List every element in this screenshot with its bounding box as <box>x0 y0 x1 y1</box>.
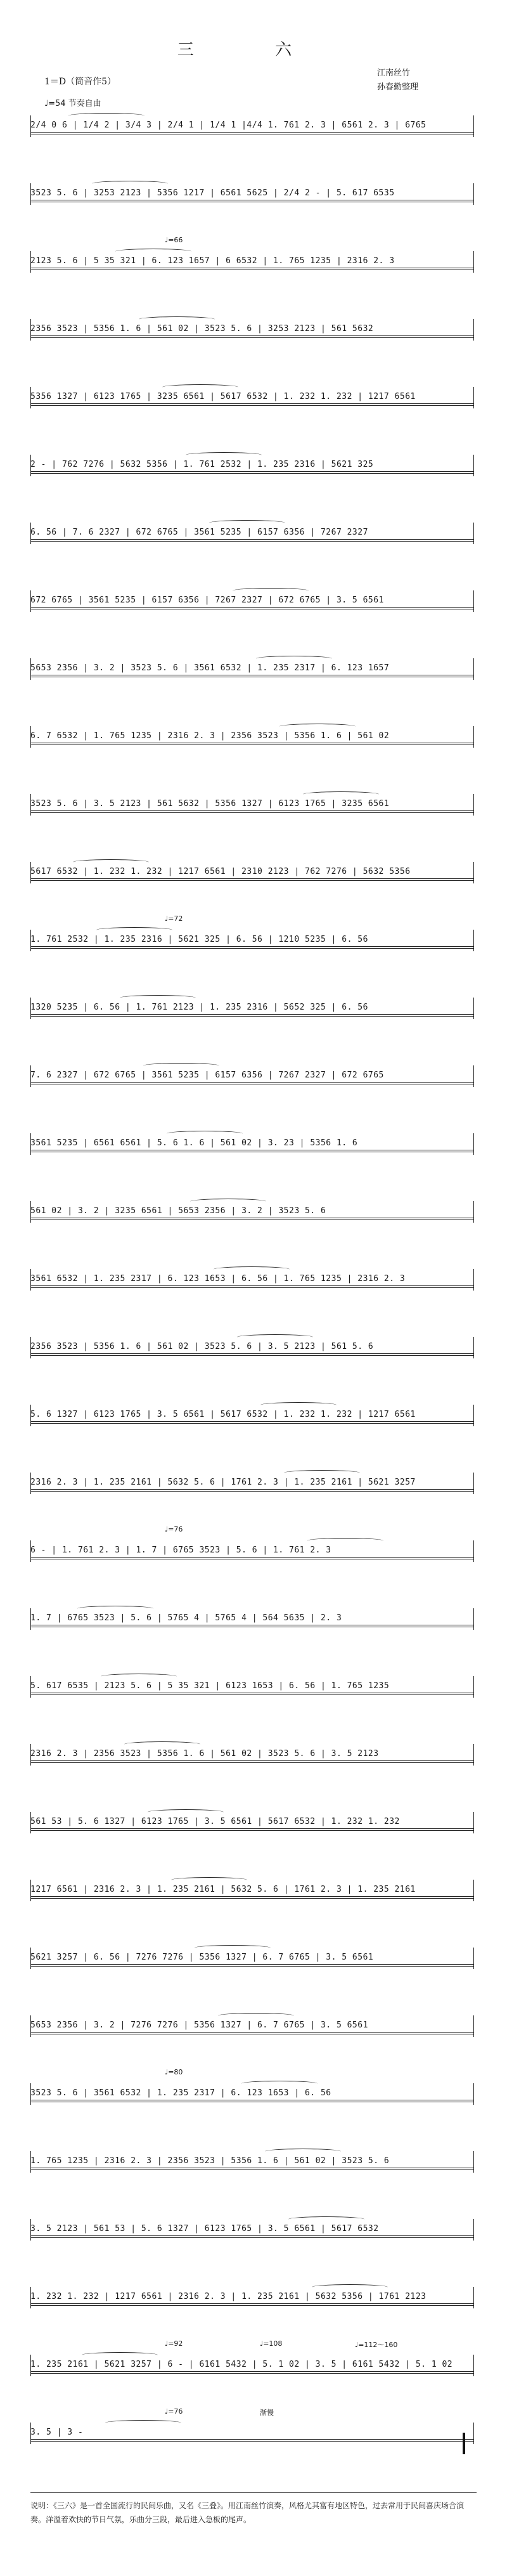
beam-line <box>30 2237 474 2238</box>
beam-line <box>30 1016 474 1017</box>
score-row <box>30 1670 474 1700</box>
beam-line <box>30 607 474 608</box>
score-row <box>30 245 474 275</box>
tempo-change-mark: ♩=76 <box>165 2407 183 2416</box>
score-row <box>30 2077 474 2107</box>
beam-line <box>30 1557 474 1558</box>
barline <box>473 1133 474 1155</box>
jianpu-notes: 6. 56 | 7. 6 2327 | 672 6765 | 3561 5235 | 6157 6356 | 7267 2327 <box>30 528 368 537</box>
barline <box>473 726 474 748</box>
tempo-change-mark: ♩=108 <box>260 2339 283 2348</box>
score-row <box>30 1805 474 1836</box>
slur <box>209 520 285 526</box>
barline <box>473 1948 474 1969</box>
slur <box>214 1266 290 1272</box>
jianpu-notes: 3523 5. 6 | 3253 2123 | 5356 1217 | 6561 5625 | 2/4 2 - | 5. 617 6535 <box>30 188 395 198</box>
slur <box>186 452 262 458</box>
score-row <box>30 448 474 479</box>
tempo-change-mark: ♩=92 <box>165 2339 183 2348</box>
beam-line <box>30 1421 474 1422</box>
jianpu-notes: 2123 5. 6 | 5 35 321 | 6. 123 1657 | 6 6532 | 1. 765 1235 | 2316 2. 3 <box>30 256 395 266</box>
slur <box>218 2013 294 2019</box>
score-row <box>30 381 474 411</box>
barline <box>473 862 474 883</box>
score-row <box>30 1398 474 1429</box>
slur <box>312 2284 388 2290</box>
score-row <box>30 2416 474 2447</box>
score-row <box>30 1738 474 1768</box>
jianpu-notes: 561 02 | 3. 2 | 3235 6561 | 5653 2356 | 3. 2 | 3523 5. 6 <box>30 1206 326 1216</box>
jianpu-notes: 672 6765 | 3561 5235 | 6157 6356 | 7267 2327 | 672 6765 | 3. 5 6561 <box>30 595 384 605</box>
barline <box>473 1269 474 1291</box>
barline <box>473 1744 474 1766</box>
jianpu-notes: 3. 5 | 3 - <box>30 2428 84 2437</box>
slur <box>256 656 332 661</box>
footnote-rule <box>30 2492 477 2493</box>
score-row <box>30 2280 474 2311</box>
slur <box>139 316 215 322</box>
beam-line <box>30 812 474 813</box>
beam-line <box>30 1423 474 1424</box>
barline <box>473 1812 474 1833</box>
jianpu-notes: 1. 765 1235 | 2316 2. 3 | 2356 3523 | 5356 1. 6 | 561 02 | 3523 5. 6 <box>30 2156 390 2166</box>
jianpu-notes: 2 - | 762 7276 | 5632 5356 | 1. 761 2532 | 1. 235 2316 | 5621 325 <box>30 460 374 469</box>
credit-genre: 江南丝竹 <box>377 68 411 78</box>
credit-arranger: 孙春勤整理 <box>377 82 419 92</box>
jianpu-notes: 2316 2. 3 | 2356 3523 | 5356 1. 6 | 561 02 | 3523 5. 6 | 3. 5 2123 <box>30 1749 379 1759</box>
barline <box>473 1337 474 1358</box>
beam-line <box>30 2441 474 2442</box>
slur <box>92 181 168 186</box>
score-row <box>30 1873 474 1904</box>
beam-line <box>30 878 474 879</box>
beam-line <box>30 948 474 949</box>
score-row <box>30 2348 474 2379</box>
jianpu-notes: 1. 7 | 6765 3523 | 5. 6 | 5765 4 | 5765 4 | 564 5635 | 2. 3 <box>30 1613 342 1623</box>
jianpu-notes: 1320 5235 | 6. 56 | 1. 761 2123 | 1. 235 2316 | 5652 325 | 6. 56 <box>30 1003 368 1012</box>
final-barline <box>463 2433 465 2454</box>
beam-line <box>30 1830 474 1831</box>
jianpu-notes: 3561 5235 | 6561 6561 | 5. 6 1. 6 | 561 02 | 3. 23 | 5356 1. 6 <box>30 1138 358 1148</box>
beam-line <box>30 473 474 474</box>
beam-line <box>30 1896 474 1897</box>
beam-line <box>30 541 474 542</box>
page-title: 三 六 <box>177 41 330 60</box>
beam-line <box>30 2439 474 2440</box>
jianpu-notes: 3561 6532 | 1. 235 2317 | 6. 123 1653 | 6. 56 | 1. 765 1235 | 2316 2. 3 <box>30 1274 406 1284</box>
beam-line <box>30 1760 474 1761</box>
score-row <box>30 177 474 207</box>
beam-line <box>30 2373 474 2374</box>
score-row <box>30 923 474 954</box>
score-row <box>30 1534 474 1564</box>
barline <box>473 930 474 951</box>
slur <box>171 1877 247 1883</box>
beam-line <box>30 1014 474 1015</box>
slur <box>195 1945 271 1951</box>
score-row <box>30 1941 474 1972</box>
score-row <box>30 991 474 1022</box>
beam-line <box>30 337 474 338</box>
footnote <box>30 2499 477 2527</box>
barline <box>473 590 474 612</box>
beam-line <box>30 1355 474 1356</box>
jianpu-notes: 5. 617 6535 | 2123 5. 6 | 5 35 321 | 6123 1653 | 6. 56 | 1. 765 1235 <box>30 1681 390 1691</box>
jianpu-notes: 1. 235 2161 | 5621 3257 | 6 - | 6161 5432 | 5. 1 02 | 3. 5 | 6161 5432 | 5. 1 02 <box>30 2360 453 2369</box>
score-row <box>30 1127 474 1157</box>
tempo-change-mark: ♩=66 <box>165 236 183 244</box>
beam-line <box>30 1082 474 1083</box>
jianpu-notes: 2/4 0 6 | 1/4 2 | 3/4 3 | 2/4 1 | 1/4 1 |4/4 1. 761 2. 3 | 6561 2. 3 | 6765 <box>30 120 427 130</box>
barline <box>473 658 474 680</box>
slur <box>303 791 379 797</box>
jianpu-notes: 5653 2356 | 3. 2 | 7276 7276 | 5356 1327 | 6. 7 6765 | 3. 5 6561 <box>30 2020 368 2030</box>
beam-line <box>30 2032 474 2033</box>
beam-line <box>30 2371 474 2372</box>
barline <box>473 2355 474 2376</box>
tempo-change-mark: ♩=112～160 <box>355 2341 398 2349</box>
score-row <box>30 652 474 682</box>
barline <box>473 183 474 205</box>
barline <box>473 2219 474 2241</box>
beam-line <box>30 132 474 133</box>
score-row <box>30 1330 474 1361</box>
beam-line <box>30 2303 474 2304</box>
beam-line <box>30 1285 474 1286</box>
jianpu-notes: 7. 6 2327 | 672 6765 | 3561 5235 | 6157 6356 | 7267 2327 | 672 6765 <box>30 1070 384 1080</box>
barline <box>473 251 474 273</box>
barline <box>473 1608 474 1630</box>
beam-line <box>30 1489 474 1490</box>
jianpu-notes: 5653 2356 | 3. 2 | 3523 5. 6 | 3561 6532 | 1. 235 2317 | 6. 123 1657 <box>30 663 390 673</box>
tempo-change-mark: ♩=80 <box>165 2068 183 2076</box>
beam-line <box>30 810 474 811</box>
slur <box>265 2149 341 2154</box>
jianpu-notes: 5617 6532 | 1. 232 1. 232 | 1217 6561 | 2310 2123 | 762 7276 | 5632 5356 <box>30 867 411 876</box>
beam-line <box>30 880 474 881</box>
jianpu-notes: 5. 6 1327 | 6123 1765 | 3. 5 6561 | 5617 6532 | 1. 232 1. 232 | 1217 6561 <box>30 1410 416 1419</box>
barline <box>473 319 474 341</box>
beam-line <box>30 946 474 947</box>
tempo-mark: ♩=54 节奏自由 <box>44 99 101 108</box>
barline <box>473 1540 474 1562</box>
jianpu-notes: 6 - | 1. 761 2. 3 | 1. 7 | 6765 3523 | 5. 6 | 1. 761 2. 3 <box>30 1545 331 1555</box>
beam-line <box>30 471 474 472</box>
beam-line <box>30 1898 474 1899</box>
slur <box>190 1199 266 1204</box>
barline <box>473 115 474 137</box>
score-row <box>30 1263 474 1293</box>
slur <box>143 1063 219 1069</box>
score-row <box>30 1195 474 1225</box>
slur <box>105 2420 181 2426</box>
jianpu-notes: 5356 1327 | 6123 1765 | 3235 6561 | 5617 6532 | 1. 232 1. 232 | 1217 6561 <box>30 392 416 401</box>
score-row <box>30 516 474 547</box>
score-row <box>30 855 474 886</box>
jianpu-notes: 1. 761 2532 | 1. 235 2316 | 5621 325 | 6. 56 | 1210 5235 | 6. 56 <box>30 935 368 944</box>
beam-line <box>30 1762 474 1763</box>
beam-line <box>30 1287 474 1288</box>
slur <box>288 2216 364 2222</box>
beam-line <box>30 335 474 336</box>
score-row <box>30 313 474 343</box>
score-row <box>30 720 474 750</box>
jianpu-notes: 3. 5 2123 | 561 53 | 5. 6 1327 | 6123 1765 | 3. 5 6561 | 5617 6532 <box>30 2224 379 2234</box>
score-row <box>30 109 474 140</box>
barline <box>473 2287 474 2308</box>
beam-line <box>30 405 474 406</box>
credits <box>377 67 418 94</box>
footnote-text: 说明：《三六》是一首全国流行的民间乐曲，又名《三叠》。用江南丝竹演奏，风格尤其富有地区特色，过去常用于民间喜庆场合演奏。洋溢着欢快的节日气氛，乐曲分三段，最后进入急板的尾声。 <box>30 2501 465 2524</box>
jianpu-notes: 6. 7 6532 | 1. 765 1235 | 2316 2. 3 | 2356 3523 | 5356 1. 6 | 561 02 <box>30 731 390 741</box>
beam-line <box>30 539 474 540</box>
slur <box>96 927 172 933</box>
score-row <box>30 1602 474 1632</box>
slur <box>148 1809 224 1815</box>
beam-line <box>30 403 474 404</box>
tempo-change-mark: 渐慢 <box>260 2409 274 2417</box>
jianpu-notes: 3523 5. 6 | 3561 6532 | 1. 235 2317 | 6. 123 1653 | 6. 56 <box>30 2088 331 2098</box>
barline <box>473 1676 474 1698</box>
score-row <box>30 1059 474 1090</box>
key-signature: 1＝D（筒音作5） <box>44 77 117 87</box>
jianpu-notes: 2356 3523 | 5356 1. 6 | 561 02 | 3523 5. 6 | 3253 2123 | 561 5632 <box>30 324 374 334</box>
slur <box>241 2081 318 2086</box>
jianpu-notes: 1217 6561 | 2316 2. 3 | 1. 235 2161 | 5632 5. 6 | 1761 2. 3 | 1. 235 2161 <box>30 1885 416 1894</box>
score-row <box>30 2213 474 2243</box>
slur <box>162 384 238 390</box>
jianpu-notes: 3523 5. 6 | 3. 5 2123 | 561 5632 | 5356 1327 | 6123 1765 | 3235 6561 <box>30 799 390 809</box>
slur <box>284 1470 360 1476</box>
barline <box>473 1065 474 1087</box>
slur <box>73 859 149 865</box>
barline <box>473 1880 474 1901</box>
barline <box>473 1473 474 1494</box>
barline <box>473 523 474 544</box>
beam-line <box>30 1964 474 1965</box>
barline <box>473 2015 474 2037</box>
score-row <box>30 788 474 818</box>
barline <box>473 998 474 1019</box>
barline <box>473 2423 474 2444</box>
beam-line <box>30 2235 474 2236</box>
beam-line <box>30 1828 474 1829</box>
barline <box>473 1405 474 1426</box>
slur <box>82 2352 158 2358</box>
tempo-change-mark: ♩=72 <box>165 914 183 923</box>
barline <box>473 1201 474 1223</box>
barline <box>473 794 474 816</box>
slur <box>233 588 309 594</box>
beam-line <box>30 1491 474 1492</box>
score-row <box>30 2009 474 2039</box>
jianpu-notes: 5621 3257 | 6. 56 | 7276 7276 | 5356 1327 | 6. 7 6765 | 3. 5 6561 <box>30 1953 374 1962</box>
jianpu-notes: 2316 2. 3 | 1. 235 2161 | 5632 5. 6 | 1761 2. 3 | 1. 235 2161 | 5621 3257 <box>30 1478 416 1487</box>
barline <box>473 2083 474 2105</box>
jianpu-notes: 2356 3523 | 5356 1. 6 | 561 02 | 3523 5. 6 | 3. 5 2123 | 561 5. 6 <box>30 1342 374 1351</box>
slur <box>167 1131 243 1136</box>
beam-line <box>30 1966 474 1967</box>
score-row <box>30 1466 474 1497</box>
score-row <box>30 584 474 615</box>
slur <box>124 1741 200 1747</box>
beam-line <box>30 2305 474 2306</box>
slur <box>68 113 144 119</box>
jianpu-notes: 561 53 | 5. 6 1327 | 6123 1765 | 3. 5 6561 | 5617 6532 | 1. 232 1. 232 <box>30 1817 400 1826</box>
slur <box>115 249 191 254</box>
slur <box>237 1334 313 1340</box>
slur <box>279 724 356 729</box>
slur <box>260 1402 337 1408</box>
score-row <box>30 2145 474 2175</box>
jianpu-notes: 1. 232 1. 232 | 1217 6561 | 2316 2. 3 | 1. 235 2161 | 5632 5356 | 1761 2123 <box>30 2292 427 2301</box>
barline <box>473 2151 474 2173</box>
slur <box>120 995 196 1001</box>
barline <box>473 455 474 476</box>
beam-line <box>30 2169 474 2170</box>
tempo-change-mark: ♩=76 <box>165 1525 183 1533</box>
beam-line <box>30 1353 474 1354</box>
barline <box>473 387 474 408</box>
slur <box>307 1538 383 1544</box>
slur <box>77 1606 153 1611</box>
slur <box>101 1674 177 1679</box>
